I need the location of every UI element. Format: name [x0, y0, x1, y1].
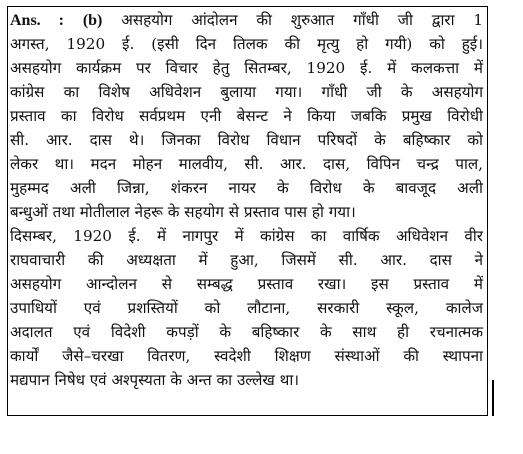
answer-line-1	[10, 9, 483, 31]
answer-text: असहयोग आंदोलन की शुरुआत गाँधी जी द्वारा 1	[121, 11, 484, 29]
margin-rule	[492, 380, 494, 416]
answer-line-12: असहयोग आन्दोलन से सम्बद्ध प्रस्ताव रखा। इस प्रस्ताव में	[10, 275, 483, 293]
answer-line-13: उपाधियों एवं प्रशस्तियों को लौटाना, सरकारी स्कूल, कालेज	[10, 299, 483, 317]
answer-line-2: अगस्त, 1920 ई. (इसी दिन तिलक की मृत्यु हो गयी) को हुई।	[10, 35, 483, 53]
answer-option: (b)	[82, 12, 103, 29]
answer-line-7: लेकर था। मदन मोहन मालवीय, सी. आर. दास, विपिन चन्द्र पाल,	[10, 155, 483, 173]
answer-line-5: प्रस्ताव का विरोध सर्वप्रथम एनी बेसन्ट ने किया जबकि प्रमुख विरोधी	[10, 107, 483, 125]
answer-line-6: सी. आर. दास थे। जिनका विरोध विधान परिषदों के बहिष्कार को	[10, 131, 483, 149]
answer-line-10: दिसम्बर, 1920 ई. में नागपुर में कांग्रेस का वार्षिक अधिवेशन वीर	[10, 227, 483, 245]
answer-line-15: कार्यों जैसे–चरखा वितरण, स्वदेशी शिक्षण संस्थाओं की स्थापना	[10, 347, 483, 365]
answer-line-11: राघवाचारी की अध्यक्षता में हुआ, जिसमें सी. आर. दास ने	[10, 251, 483, 269]
answer-label: Ans. :	[10, 12, 64, 29]
answer-line-8: मुहम्मद अली जिन्ना, शंकरन नायर के विरोध के बावजूद अली	[10, 179, 483, 197]
answer-line-14: अदालत एवं विदेशी कपड़ों के बहिष्कार के साथ ही रचनात्मक	[10, 323, 483, 341]
answer-line-4: कांग्रेस का विशेष अधिवेशन बुलाया गया। गाँधी जी के असहयोग	[10, 83, 483, 101]
answer-line-16: मद्यपान निषेध एवं अश्पृस्यता के अन्त का उल्लेख था।	[10, 371, 300, 389]
answer-line-3: असहयोग कार्यक्रम पर विचार हेतु सितम्बर, 1920 ई. में कलकत्ता में	[10, 59, 483, 77]
answer-line-9: बन्धुओं तथा मोतीलाल नेहरू के सहयोग से प्रस्ताव पास हो गया।	[10, 203, 356, 221]
